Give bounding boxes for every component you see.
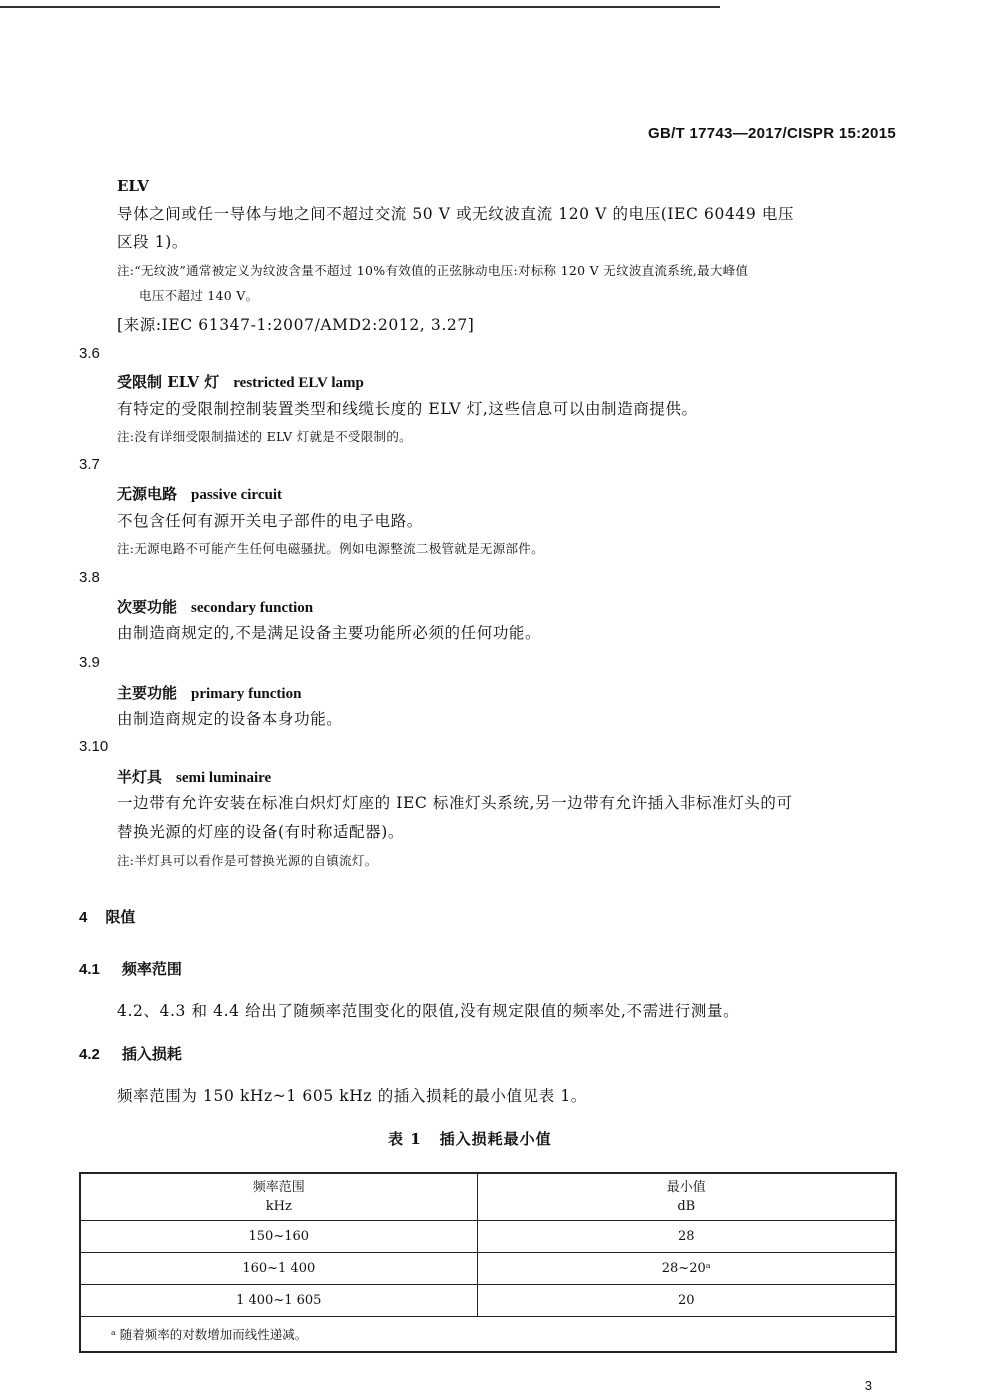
table-footnote: ᵃ 随着频率的对数增加而线性递减。	[80, 1317, 896, 1353]
term-number: 3.10	[79, 738, 109, 755]
section-number: 4.1	[79, 961, 100, 978]
table-footnote-row	[80, 1317, 896, 1353]
header-cell-frequency-range	[80, 1173, 477, 1221]
table-row	[80, 1253, 896, 1285]
section-heading-4	[79, 906, 135, 927]
section-4-1-body: 4.2、4.3 和 4.4 给出了随频率范围变化的限值,没有规定限值的频率处,不需进行测量。	[117, 1002, 740, 1020]
elv-note-line-2: 电压不超过 140 V。	[139, 288, 259, 303]
top-rule	[0, 6, 720, 8]
standard-code: GB/T 17743—2017/CISPR 15:2015	[647, 125, 896, 142]
table-caption	[388, 1128, 552, 1149]
column-unit: kHz	[265, 1199, 292, 1214]
term-number: 3.6	[79, 345, 100, 362]
elv-note-line-1: 注:“无纹波”通常被定义为纹波含量不超过 10%有效值的正弦脉动电压:对标称 120 V 无纹波直流系统,最大峰值	[117, 263, 749, 278]
term-definition-line-1: 一边带有允许安装在标准白炽灯灯座的 IEC 标准灯头系统,另一边带有允许插入非标准灯头的可	[117, 794, 793, 812]
term-title	[117, 596, 313, 617]
term-zh: 主要功能	[117, 684, 178, 702]
table-header-row	[80, 1173, 896, 1221]
cell-range: 150~160	[80, 1221, 477, 1253]
term-en: restricted ELV lamp	[233, 375, 364, 391]
term-title	[117, 682, 301, 703]
term-number: 3.8	[79, 569, 100, 586]
term-elv: ELV	[117, 177, 149, 195]
term-note: 注:半灯具可以看作是可替换光源的自镇流灯。	[117, 853, 378, 868]
section-title: 插入损耗	[121, 1046, 182, 1063]
term-title	[117, 483, 282, 504]
elv-source: [来源:IEC 61347-1:2007/AMD2:2012, 3.27]	[117, 316, 475, 334]
cell-value: 28~20ᵃ	[477, 1253, 896, 1285]
header-cell-minimum-value	[477, 1173, 896, 1221]
term-en: secondary function	[191, 600, 314, 616]
cell-range: 160~1 400	[80, 1253, 477, 1285]
term-definition: 由制造商规定的设备本身功能。	[117, 710, 343, 728]
elv-definition-line-2: 区段 1)。	[117, 233, 188, 251]
term-zh: 受限制 ELV 灯	[117, 373, 220, 391]
term-number: 3.7	[79, 456, 100, 473]
term-zh: 次要功能	[117, 598, 178, 616]
table-row	[80, 1221, 896, 1253]
term-title	[117, 371, 364, 392]
term-zh: 无源电路	[117, 485, 178, 503]
term-en: passive circuit	[191, 487, 282, 503]
table-row	[80, 1285, 896, 1317]
term-definition: 不包含任何有源开关电子部件的电子电路。	[117, 512, 423, 530]
term-note: 注:无源电路不可能产生任何电磁骚扰。例如电源整流二极管就是无源部件。	[117, 541, 544, 556]
table-number: 表 1	[388, 1130, 422, 1148]
term-note: 注:没有详细受限制描述的 ELV 灯就是不受限制的。	[117, 429, 412, 444]
term-definition-line-2: 替换光源的灯座的设备(有时称适配器)。	[117, 823, 404, 841]
section-title: 限值	[105, 909, 136, 926]
term-en: primary function	[191, 686, 302, 702]
insertion-loss-table	[79, 1172, 897, 1353]
page-number: 3	[864, 1378, 872, 1393]
term-title	[117, 766, 271, 787]
column-unit: dB	[677, 1199, 696, 1214]
column-header: 最小值	[666, 1180, 706, 1195]
cell-range: 1 400~1 605	[80, 1285, 477, 1317]
term-definition: 有特定的受限制控制装置类型和线缆长度的 ELV 灯,这些信息可以由制造商提供。	[117, 400, 698, 418]
section-4-2-body: 频率范围为 150 kHz~1 605 kHz 的插入损耗的最小值见表 1。	[117, 1087, 587, 1105]
section-heading-4-2	[79, 1043, 182, 1064]
section-title: 频率范围	[121, 961, 182, 978]
elv-definition-line-1: 导体之间或任一导体与地之间不超过交流 50 V 或无纹波直流 120 V 的电压(IEC 60449 电压	[117, 205, 795, 223]
term-number: 3.9	[79, 654, 100, 671]
section-number: 4.2	[79, 1046, 100, 1063]
table-title: 插入损耗最小值	[439, 1130, 552, 1148]
term-en: semi luminaire	[176, 770, 272, 786]
cell-value: 20	[477, 1285, 896, 1317]
cell-value: 28	[477, 1221, 896, 1253]
section-heading-4-1	[79, 958, 182, 979]
term-zh: 半灯具	[117, 768, 163, 786]
section-number: 4	[79, 909, 88, 926]
term-definition: 由制造商规定的,不是满足设备主要功能所必须的任何功能。	[117, 624, 542, 642]
column-header: 频率范围	[252, 1180, 305, 1195]
